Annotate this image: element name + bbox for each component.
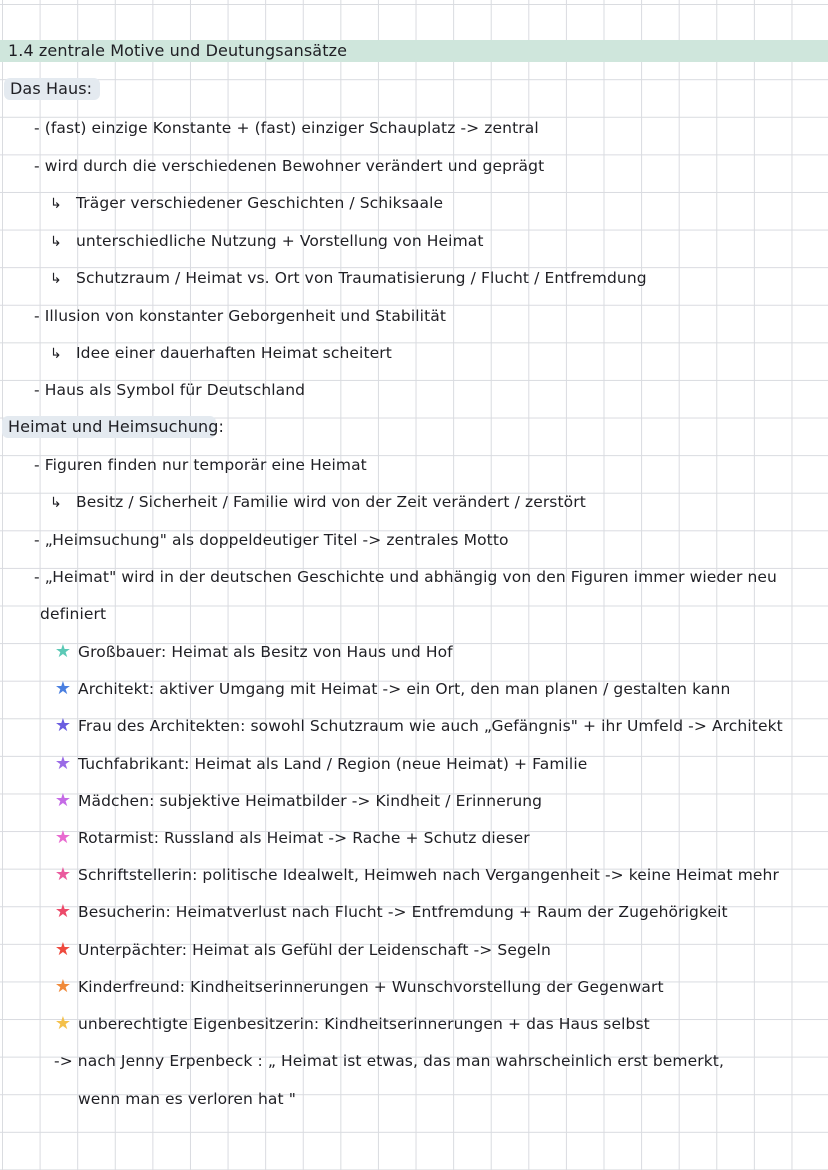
figure-text: Kinderfreund: Kindheitserinnerungen + Wunschvorstellung der Gegenwart: [78, 977, 664, 996]
star-icon: ★: [54, 901, 72, 923]
figure-item: [52, 865, 779, 885]
star-icon: ★: [54, 1013, 72, 1034]
figure-text: Schriftstellerin: politische Idealwelt, Heimweh nach Vergangenheit -> keine Heimat mehr: [78, 866, 779, 885]
star-icon: ★: [54, 678, 72, 700]
star-icon: ★: [54, 789, 72, 811]
haus-sub-line-3: ↳ Schutzraum / Heimat vs. Ort von Traumatisierung / Flucht / Entfremdung: [50, 269, 647, 287]
figure-item: [52, 642, 453, 662]
star-icon: ★: [54, 752, 72, 774]
figure-item: [52, 716, 783, 736]
heimat-line-4: definiert: [40, 605, 107, 623]
star-icon: ★: [54, 827, 72, 848]
sub-arrow-icon: ↳: [50, 196, 62, 212]
figure-text: Besucherin: Heimatverlust nach Flucht -> Entfremdung + Raum der Zugehörigkeit: [78, 903, 728, 922]
heimat-line-3: - „Heimat" wird in der deutschen Geschichte und abhängig von den Figuren immer wieder neu: [34, 568, 777, 586]
figure-item: [52, 977, 664, 997]
haus-sub-line-1: ↳ Träger verschiedener Geschichten / Schiksaale: [50, 194, 444, 212]
haus-line-3: - Illusion von konstanter Geborgenheit und Stabilität: [34, 307, 447, 325]
figure-text: Architekt: aktiver Umgang mit Heimat -> ein Ort, den man planen / gestalten kann: [78, 680, 731, 699]
figure-item: [52, 679, 730, 699]
figure-item: [52, 828, 530, 848]
section-heading-haus: Das Haus:: [10, 79, 93, 98]
figure-item: [52, 754, 587, 774]
sub-arrow-icon: ↳: [50, 271, 62, 287]
star-icon: ★: [54, 975, 72, 997]
haus-line-2: - wird durch die verschiedenen Bewohner verändert und geprägt: [34, 157, 545, 175]
haus-line-4: - Haus als Symbol für Deutschland: [34, 381, 306, 399]
sub-arrow-icon: ↳: [50, 346, 62, 362]
star-icon: ★: [54, 715, 72, 737]
star-icon: ★: [54, 864, 72, 886]
figure-item: [52, 902, 728, 922]
figure-text: Unterpächter: Heimat als Gefühl der Leidenschaft -> Segeln: [78, 940, 551, 959]
haus-sub-line-4: ↳ Idee einer dauerhaften Heimat scheitert: [50, 344, 392, 362]
haus-line-1: - (fast) einzige Konstante + (fast) einziger Schauplatz -> zentral: [34, 119, 539, 137]
figure-item: [52, 940, 551, 960]
heimat-line-1: - Figuren finden nur temporär eine Heimat: [34, 456, 367, 474]
figure-text: Großbauer: Heimat als Besitz von Haus und Hof: [78, 643, 453, 661]
star-icon: ★: [54, 938, 72, 960]
figure-item: [52, 1014, 650, 1034]
star-icon: ★: [54, 641, 72, 662]
sub-arrow-icon: ↳: [50, 234, 62, 250]
heimat-sub-line-1: ↳ Besitz / Sicherheit / Familie wird von der Zeit verändert / zerstört: [50, 493, 586, 511]
figure-text: Tuchfabrikant: Heimat als Land / Region (neue Heimat) + Familie: [78, 754, 588, 773]
haus-sub-line-2: ↳ unterschiedliche Nutzung + Vorstellung von Heimat: [50, 232, 484, 250]
quote-line-1: -> nach Jenny Erpenbeck : „ Heimat ist etwas, das man wahrscheinlich erst bemerkt,: [54, 1052, 725, 1070]
quote-line-2: wenn man es verloren hat ": [78, 1090, 296, 1108]
figure-text: Frau des Architekten: sowohl Schutzraum wie auch „Gefängnis" + ihr Umfeld -> Architekt: [78, 717, 783, 736]
sub-arrow-icon: ↳: [50, 495, 62, 511]
figure-text: Rotarmist: Russland als Heimat -> Rache + Schutz dieser: [78, 829, 530, 847]
page-title: 1.4 zentrale Motive und Deutungsansätze: [8, 41, 348, 60]
figure-text: unberechtigte Eigenbesitzerin: Kindheitserinnerungen + das Haus selbst: [78, 1015, 650, 1033]
section-heading-heimat: Heimat und Heimsuchung:: [8, 417, 225, 436]
figure-item: [52, 791, 542, 811]
heimat-line-2: - „Heimsuchung" als doppeldeutiger Titel -> zentrales Motto: [34, 531, 509, 549]
figure-text: Mädchen: subjektive Heimatbilder -> Kindheit / Erinnerung: [78, 791, 543, 810]
